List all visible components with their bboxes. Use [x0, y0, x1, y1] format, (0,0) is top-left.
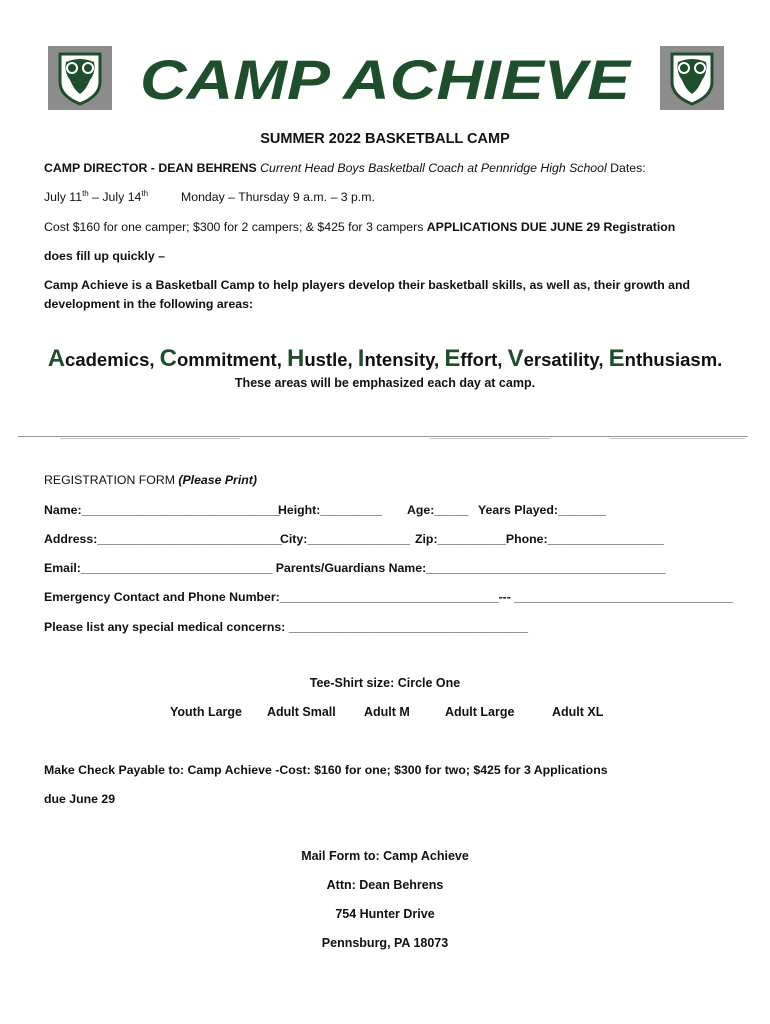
size-adult-xl[interactable]: Adult XL [552, 705, 604, 719]
divider [18, 436, 748, 437]
trait-hustle: Hustle, [286, 345, 358, 372]
dates-line [44, 189, 148, 205]
city-field[interactable]: City:_______________ [280, 532, 410, 546]
cost-line-2: does fill up quickly – [44, 249, 165, 263]
divider-accent [430, 438, 550, 439]
camp-achieve-banner [136, 52, 634, 108]
zip-phone-field[interactable]: Zip:__________Phone:_________________ [415, 532, 664, 546]
trait-effort: Effort, [444, 345, 508, 372]
start-date-suffix: th [82, 188, 89, 198]
about-line-1: Camp Achieve is a Basketball Camp to help players develop their basketball skills, as well as, their growth and [44, 278, 691, 292]
mail-line-3: 754 Hunter Drive [335, 907, 435, 921]
schedule: Monday – Thursday 9 a.m. – 3 p.m. [181, 190, 375, 204]
payment-line-1: Make Check Payable to: Camp Achieve -Cost: $160 for one; $300 for two; $425 for 3 Applications [44, 763, 608, 777]
left-logo [48, 46, 112, 110]
form-heading-note: (Please Print) [178, 473, 257, 487]
email-guardian-field[interactable]: Email:____________________________ Parents/Guardians Name:___________________________________ [44, 561, 666, 575]
age-field[interactable]: Age:_____ [407, 503, 469, 517]
size-adult-small[interactable]: Adult Small [267, 705, 336, 719]
ram-shield-icon [52, 50, 108, 106]
address-field[interactable]: Address:___________________________ [44, 532, 282, 546]
director-role: Current Head Boys Basketball Coach at Pennridge High School [260, 161, 607, 175]
director-line [44, 160, 646, 176]
size-youth-large[interactable]: Youth Large [170, 705, 242, 719]
dates-label: Dates: [610, 161, 646, 175]
cost-line [44, 219, 675, 235]
end-date-suffix: th [141, 188, 149, 198]
height-field[interactable]: Height:_________ [278, 503, 382, 517]
form-heading-text: REGISTRATION FORM [44, 473, 175, 487]
mail-line-2: Attn: Dean Behrens [326, 878, 444, 892]
ram-shield-icon [664, 50, 720, 106]
traits-line [0, 345, 770, 373]
form-heading [44, 472, 257, 488]
name-field[interactable]: Name:_____________________________ [44, 503, 280, 517]
emphasis-note: These areas will be emphasized each day at camp. [234, 376, 536, 390]
trait-academics: Academics, [47, 345, 160, 372]
divider-accent [610, 438, 745, 439]
page-title: SUMMER 2022 BASKETBALL CAMP [260, 131, 510, 147]
mail-line-1: Mail Form to: Camp Achieve [301, 849, 469, 863]
director-label: CAMP DIRECTOR - DEAN BEHRENS [44, 161, 257, 175]
tshirt-label: Tee-Shirt size: Circle One [309, 676, 461, 690]
trait-versatility: Versatility, [507, 345, 609, 372]
cost-text: Cost $160 for one camper; $300 for 2 campers; & $425 for 3 campers [44, 220, 424, 234]
trait-intensity: Intensity, [357, 345, 445, 372]
size-adult-m[interactable]: Adult M [364, 705, 410, 719]
trait-commitment: Commitment, [159, 345, 287, 372]
medical-concerns-field[interactable]: Please list any special medical concerns: ___________________________________ [44, 620, 529, 634]
years-played-field[interactable]: Years Played:_______ [478, 503, 606, 517]
about-line-2: development in the following areas: [44, 297, 254, 311]
banner-text: CAMP ACHIEVE [140, 52, 632, 108]
applications-due: APPLICATIONS DUE JUNE 29 Registration [426, 220, 676, 234]
size-adult-large[interactable]: Adult Large [445, 705, 515, 719]
end-date: – July 14 [88, 190, 142, 204]
emergency-contact-field[interactable]: Emergency Contact and Phone Number:________________________________--- ________________________________ [44, 590, 734, 604]
trait-enthusiasm: Enthusiasm. [608, 345, 723, 372]
divider-accent [60, 438, 240, 439]
payment-line-2: due June 29 [44, 792, 116, 806]
mail-line-4: Pennsburg, PA 18073 [321, 936, 449, 950]
start-date: July 11 [44, 190, 83, 204]
right-logo [660, 46, 724, 110]
